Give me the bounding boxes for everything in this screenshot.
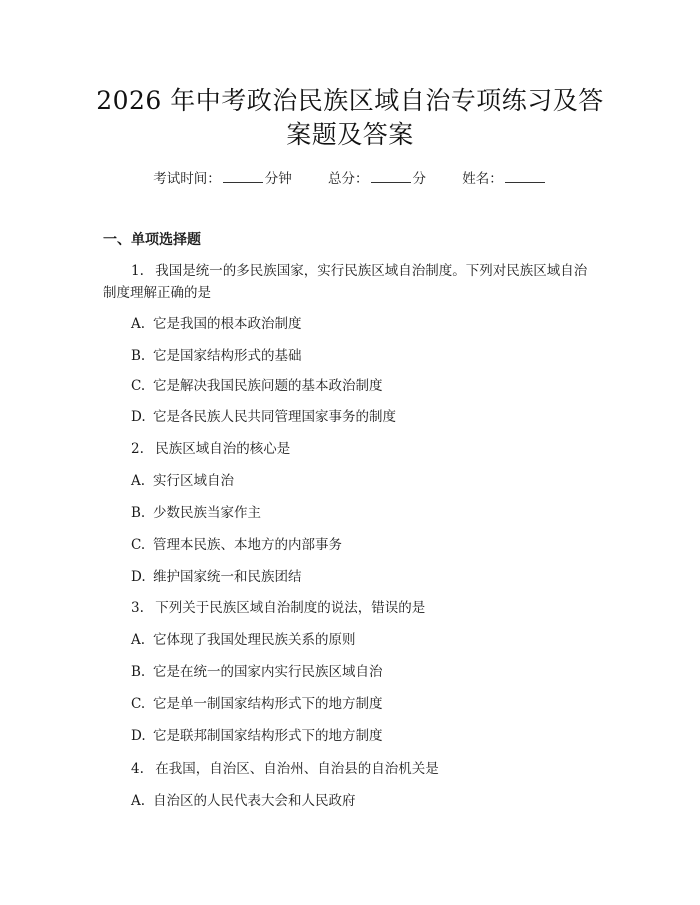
question-1-option-b bbox=[131, 346, 302, 366]
question-number: 2. bbox=[131, 441, 144, 457]
option-text: 它是单一制国家结构形式下的地方制度 bbox=[153, 696, 383, 712]
option-letter: C. bbox=[131, 696, 146, 712]
option-letter: A. bbox=[131, 632, 146, 648]
exam-time-unit: 分钟 bbox=[264, 171, 292, 187]
total-score-unit: 分 bbox=[412, 171, 426, 187]
student-name bbox=[462, 168, 547, 189]
question-3-option-c bbox=[131, 694, 383, 714]
option-text: 少数民族当家作主 bbox=[153, 505, 261, 521]
question-1-option-a bbox=[131, 314, 302, 334]
question-2-option-d bbox=[131, 567, 302, 587]
option-letter: B. bbox=[131, 348, 146, 364]
exam-time bbox=[153, 168, 292, 189]
student-name-blank bbox=[505, 168, 545, 183]
question-stem-text: 民族区域自治的核心是 bbox=[155, 441, 291, 457]
section-heading: 一、单项选择题 bbox=[103, 232, 201, 248]
option-text: 自治区的人民代表大会和人民政府 bbox=[153, 793, 356, 809]
question-2-option-c bbox=[131, 535, 342, 555]
question-1-stem-continued: 制度理解正确的是 bbox=[103, 285, 211, 301]
document-title-line-2: 案题及答案 bbox=[286, 120, 414, 149]
document-title-line-1: 2026 年中考政治民族区域自治专项练习及答 bbox=[96, 86, 604, 115]
question-number: 1. bbox=[131, 263, 144, 279]
question-stem-text: 我国是统一的多民族国家，实行民族区域自治制度。下列对民族区域自治 bbox=[155, 263, 588, 279]
option-text: 它是国家结构形式的基础 bbox=[153, 348, 302, 364]
option-letter: A. bbox=[131, 316, 146, 332]
option-text: 维护国家统一和民族团结 bbox=[153, 569, 302, 585]
question-3-option-b bbox=[131, 662, 383, 682]
option-letter: D. bbox=[131, 728, 146, 744]
option-text: 它是各民族人民共同管理国家事务的制度 bbox=[153, 409, 396, 425]
question-stem-text: 在我国，自治区、自治州、自治县的自治机关是 bbox=[155, 761, 439, 777]
exam-time-label: 考试时间： bbox=[153, 171, 221, 187]
student-name-label: 姓名： bbox=[462, 171, 503, 187]
question-4-option-a bbox=[131, 791, 356, 811]
option-text: 它是我国的根本政治制度 bbox=[153, 316, 302, 332]
question-4-stem bbox=[131, 759, 439, 779]
question-3-stem bbox=[131, 598, 425, 618]
question-number: 3. bbox=[131, 600, 144, 616]
option-text: 实行区域自治 bbox=[153, 473, 234, 489]
option-text: 它体现了我国处理民族关系的原则 bbox=[153, 632, 356, 648]
question-1-option-d bbox=[131, 407, 396, 427]
option-letter: A. bbox=[131, 473, 146, 489]
option-text: 管理本民族、本地方的内部事务 bbox=[153, 537, 342, 553]
total-score-blank bbox=[371, 168, 411, 183]
option-letter: B. bbox=[131, 505, 146, 521]
option-letter: B. bbox=[131, 664, 146, 680]
question-2-stem bbox=[131, 439, 290, 459]
option-letter: C. bbox=[131, 378, 146, 394]
question-3-option-a bbox=[131, 630, 356, 650]
total-score bbox=[328, 168, 426, 189]
question-1-option-c bbox=[131, 376, 383, 396]
question-number: 4. bbox=[131, 761, 144, 777]
exam-time-blank bbox=[223, 168, 263, 183]
option-text: 它是联邦制国家结构形式下的地方制度 bbox=[153, 728, 383, 744]
question-2-option-b bbox=[131, 503, 261, 523]
total-score-label: 总分： bbox=[328, 171, 369, 187]
question-3-option-d bbox=[131, 726, 383, 746]
question-stem-text: 下列关于民族区域自治制度的说法，错误的是 bbox=[155, 600, 426, 616]
option-letter: C. bbox=[131, 537, 146, 553]
exam-info-bar bbox=[0, 168, 700, 189]
option-text: 它是在统一的国家内实行民族区域自治 bbox=[153, 664, 383, 680]
question-1-stem bbox=[131, 261, 587, 281]
option-text: 它是解决我国民族问题的基本政治制度 bbox=[153, 378, 383, 394]
option-letter: A. bbox=[131, 793, 146, 809]
question-2-option-a bbox=[131, 471, 234, 491]
option-letter: D. bbox=[131, 569, 146, 585]
option-letter: D. bbox=[131, 409, 146, 425]
